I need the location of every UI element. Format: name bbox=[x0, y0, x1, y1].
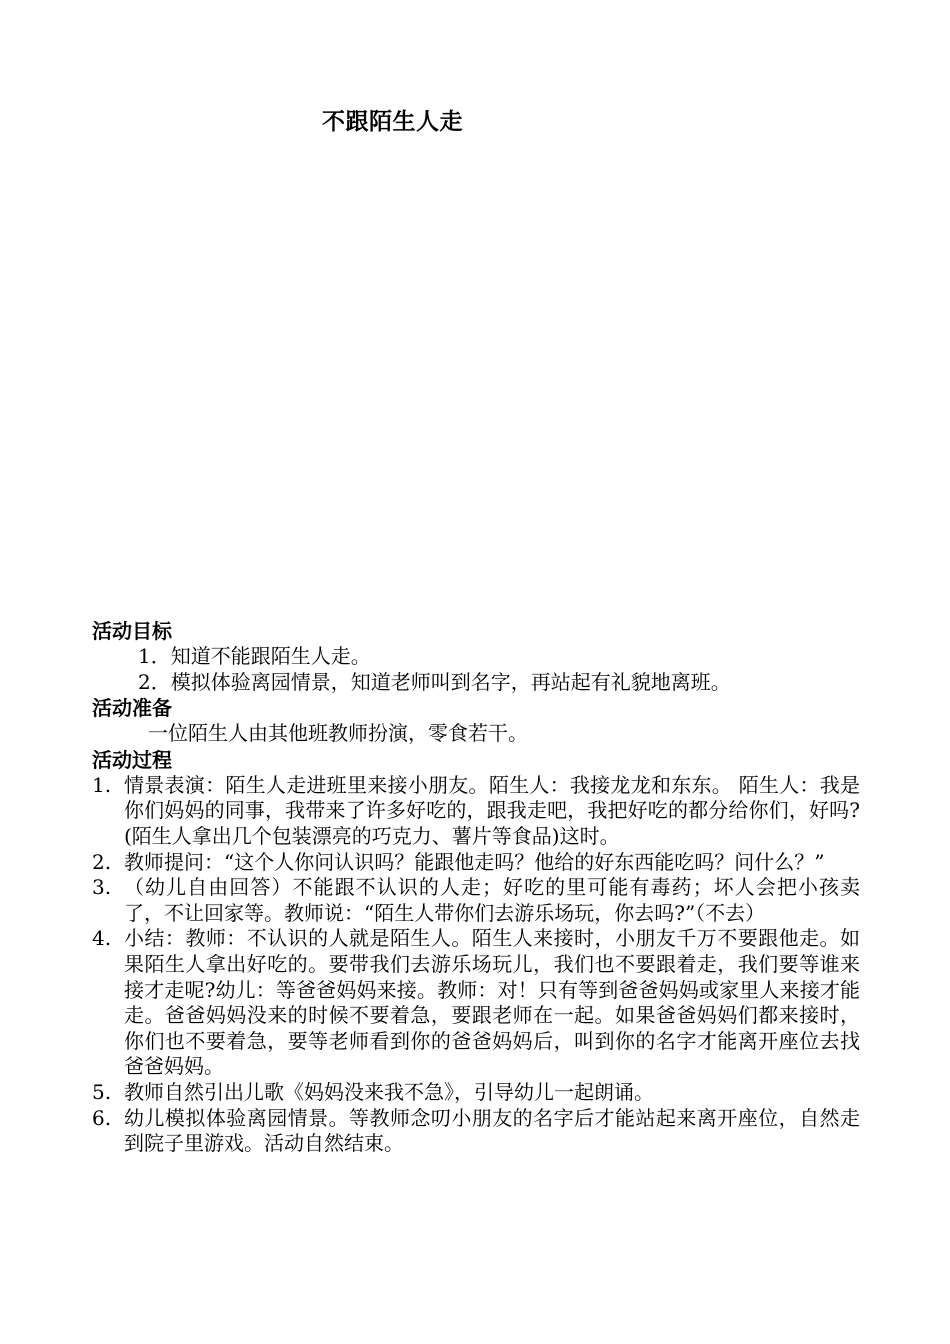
prep-text: 一位陌生人由其他班教师扮演，零食若干。 bbox=[148, 721, 528, 746]
process-item-text: 小结：教师：不认识的人就是陌生人。陌生人来接时，小朋友千万不要跟他走。如果陌生人拿出好吃的。要带我们去游乐场玩儿，我们也不要跟着走，我们要等谁来接才走呢?幼儿：等爸爸妈妈来接。教师：对！只有等到爸爸妈妈或家里人来接才能走。爸爸妈妈没来的时候不要着急，要跟老师在一起。如果爸爸妈妈们都来接时，你们也不要着急，要等老师看到你的爸爸妈妈后，叫到你的名字才能离开座位去找爸爸妈妈。 bbox=[124, 926, 860, 1079]
process-item bbox=[92, 875, 860, 926]
process-item bbox=[92, 1080, 860, 1106]
goal-item: 2．模拟体验离园情景，知道老师叫到名字，再站起有礼貌地离班。 bbox=[138, 669, 731, 694]
section-heading-goals: 活动目标 bbox=[92, 619, 172, 643]
process-item-text: 情景表演：陌生人走进班里来接小朋友。陌生人：我接龙龙和东东。 陌生人：我是你们妈妈的同事，我带来了许多好吃的，跟我走吧，我把好吃的都分给你们，好吗?(陌生人拿出几个包装漂亮的巧克力、薯片等食品)这时。 bbox=[124, 772, 860, 848]
process-item bbox=[92, 1106, 860, 1157]
section-heading-prep: 活动准备 bbox=[92, 696, 172, 721]
process-item bbox=[92, 850, 860, 876]
process-item-number: 6. bbox=[92, 1105, 112, 1130]
process-item-text: 教师自然引出儿歌《妈妈没来我不急》，引导幼儿一起朗诵。 bbox=[124, 1079, 654, 1104]
process-list bbox=[92, 773, 872, 1157]
page-title: 不跟陌生人走 bbox=[322, 109, 463, 135]
process-item bbox=[92, 926, 860, 1080]
process-item-text: （幼儿自由回答）不能跟不认识的人走；好吃的里可能有毒药；坏人会把小孩卖了，不让回家等。教师说：“陌生人带你们去游乐场玩，你去吗?”（不去） bbox=[124, 875, 860, 925]
process-item-number: 5. bbox=[92, 1079, 112, 1104]
process-item-number: 2. bbox=[92, 849, 112, 874]
section-heading-process: 活动过程 bbox=[92, 747, 172, 772]
process-item-number: 1. bbox=[92, 772, 112, 797]
process-item-text: 教师提问：“这个人你问认识吗？能跟他走吗？他给的好东西能吃吗？问什么？” bbox=[124, 849, 825, 874]
process-item-number: 3. bbox=[92, 875, 112, 900]
goal-item: 1．知道不能跟陌生人走。 bbox=[138, 644, 371, 668]
process-item bbox=[92, 773, 860, 850]
process-item-number: 4. bbox=[92, 926, 112, 951]
document-body bbox=[92, 618, 872, 1157]
process-item-text: 幼儿模拟体验离园情景。等教师念叨小朋友的名字后才能站起来离开座位，自然走到院子里游戏。活动自然结束。 bbox=[124, 1105, 860, 1156]
